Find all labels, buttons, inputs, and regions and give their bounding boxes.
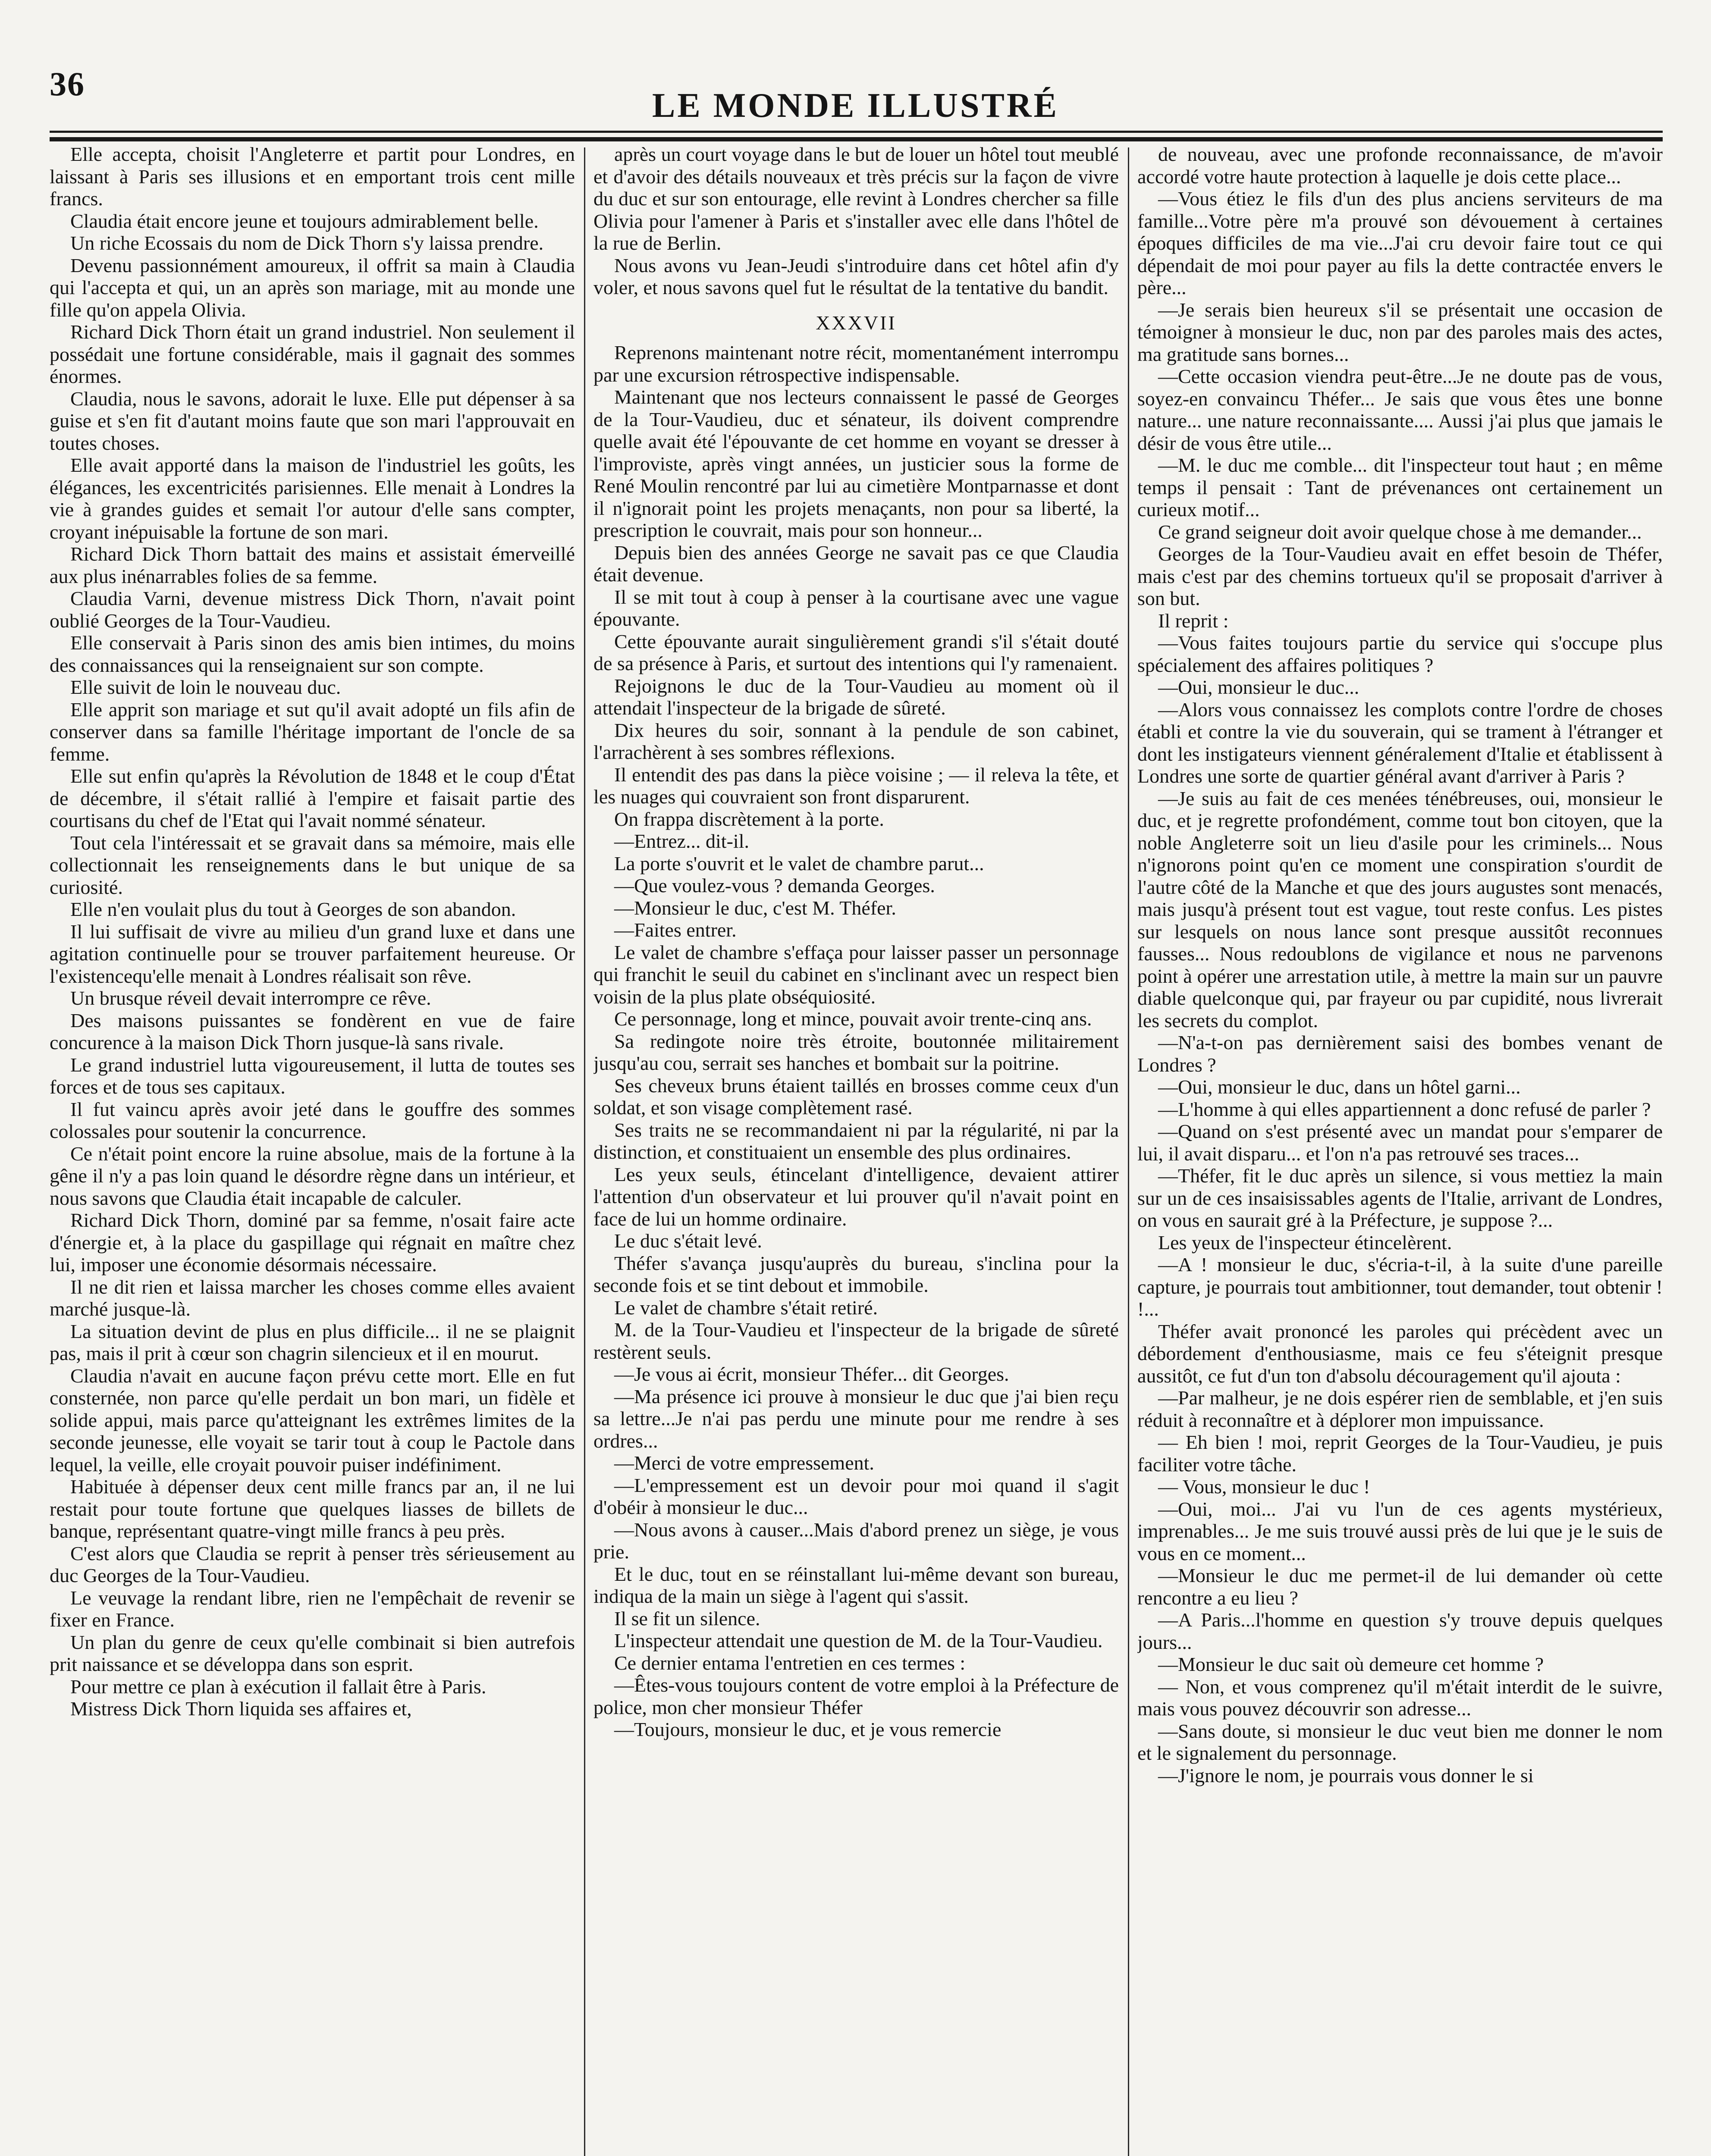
column-divider <box>1128 147 1129 2156</box>
paragraph: —Toujours, monsieur le duc, et je vous remercie <box>614 1718 1001 1740</box>
paragraph: Claudia était encore jeune et toujours admirablement belle. <box>70 210 539 232</box>
paragraph: Claudia, nous le savons, adorait le luxe. Elle put dépenser à sa guise et s'en fit d'autant moins faute que son mari l'approuvait en toutes choses. <box>50 387 575 454</box>
paragraph: —A Paris...l'homme en question s'y trouve depuis quelques jours... <box>1137 1609 1663 1653</box>
paragraph: — Eh bien ! moi, reprit Georges de la Tour-Vaudieu, je puis faciliter votre tâche. <box>1137 1431 1663 1476</box>
paragraph: Un riche Ecossais du nom de Dick Thorn s'y laissa prendre. <box>70 232 544 254</box>
paragraph: Ce grand seigneur doit avoir quelque chose à me demander... <box>1158 520 1642 543</box>
paragraph: —Merci de votre empressement. <box>614 1452 874 1474</box>
paragraph: La situation devint de plus en plus difficile... il ne se plaignit pas, mais il prit à cœur son chagrin silencieux et il en mourut. <box>50 1320 575 1364</box>
paragraph: Il lui suffisait de vivre au milieu d'un grand luxe et dans une agitation continuelle pour se trouver parfaitement heureuse. Or l'existencequ'elle menait à Londres réalisait son rêve. <box>50 920 575 987</box>
paragraph: de nouveau, avec une profonde reconnaissance, de m'avoir accordé votre haute protection à laquelle je dois cette place... <box>1137 143 1663 188</box>
paragraph: après un court voyage dans le but de louer un hôtel tout meublé et d'avoir des détails nouveaux et très précis sur la façon de vivre du duc et sur son entourage, elle revint à Londres chercher sa fille Olivia pour l'amener à Paris et s'installer avec elle dans l'hôtel de la rue de Berlin. <box>593 143 1119 254</box>
section-heading: XXXVII <box>816 311 897 334</box>
page-header <box>0 0 1711 142</box>
paragraph: Richard Dick Thorn, dominé par sa femme, n'osait faire acte d'énergie et, à la place du gaspillage qui régnait en maître chez lui, imposer une économie désormais nécessaire. <box>50 1209 575 1275</box>
paragraph: —Je serais bien heureux s'il se présentait une occasion de témoigner à monsieur le duc, non par des paroles mais des actes, ma gratitude sans bornes... <box>1137 298 1663 365</box>
paragraph: Dix heures du soir, sonnant à la pendule de son cabinet, l'arrachèrent à ses sombres réflexions. <box>593 719 1119 763</box>
paragraph: L'inspecteur attendait une question de M. de la Tour-Vaudieu. <box>614 1630 1103 1651</box>
header-rule-thin <box>50 131 1663 133</box>
paragraph: Reprenons maintenant notre récit, momentanément interrompu par une excursion rétrospective indispensable. <box>593 342 1119 386</box>
paragraph: —Oui, moi... J'ai vu l'un de ces agents mystérieux, imprenables... Je me suis trouvé aussi près de lui que je le suis de vous en ce moment... <box>1137 1498 1663 1564</box>
paragraph: — Non, et vous comprenez qu'il m'était interdit de le suivre, mais vous pouvez découvrir son adresse... <box>1137 1675 1663 1720</box>
paragraph: —J'ignore le nom, je pourrais vous donner le si <box>1158 1764 1534 1786</box>
paragraph: Ses cheveux bruns étaient taillés en brosses comme ceux d'un soldat, et son visage complètement rasé. <box>593 1074 1119 1119</box>
paragraph: —Sans doute, si monsieur le duc veut bien me donner le nom et le signalement du personnage. <box>1137 1720 1663 1764</box>
paragraph: Il ne dit rien et laissa marcher les choses comme elles avaient marché jusque-là. <box>50 1275 575 1320</box>
paragraph: Georges de la Tour-Vaudieu avait en effet besoin de Théfer, mais c'est par des chemins tortueux qu'il se proposait d'arriver à son but. <box>1137 543 1663 609</box>
column-divider <box>584 147 585 2156</box>
paragraph: —Vous faites toujours partie du service qui s'occupe plus spécialement des affaires politiques ? <box>1137 632 1663 676</box>
paragraph: Rejoignons le duc de la Tour-Vaudieu au moment où il attendait l'inspecteur de la brigade de sûreté. <box>593 674 1119 719</box>
paragraph: —Je vous ai écrit, monsieur Théfer... dit Georges. <box>614 1363 1009 1385</box>
paragraph: Maintenant que nos lecteurs connaissent le passé de Georges de la Tour-Vaudieu, duc et sénateur, ils doivent comprendre quelle avait été l'épouvante de cet homme en voyant se dresser à l'improviste, après vingt années, un justicier sous la forme de René Moulin rencontré par lui au cimetière Montparnasse et dont il n'ignorait point les projets menaçants, non pour sa liberté, la prescription le couvrait, mais pour son honneur... <box>593 386 1119 541</box>
paragraph: Ses traits ne se recommandaient ni par la régularité, ni par la distinction, et constituaient un ensemble des plus ordinaires. <box>593 1119 1119 1163</box>
paragraph: C'est alors que Claudia se reprit à penser très sérieusement au duc Georges de la Tour-Vaudieu. <box>50 1542 575 1586</box>
paragraph: —N'a-t-on pas dernièrement saisi des bombes venant de Londres ? <box>1137 1031 1663 1076</box>
paragraph: Elle conservait à Paris sinon des amis bien intimes, du moins des connaissances qui la renseignaient sur son compte. <box>50 632 575 676</box>
paragraph: Depuis bien des années George ne savait pas ce que Claudia était devenue. <box>593 541 1119 586</box>
paragraph: —L'empressement est un devoir pour moi quand il s'agit d'obéir à monsieur le duc... <box>593 1474 1119 1518</box>
paragraph: Elle n'en voulait plus du tout à Georges de son abandon. <box>70 898 516 920</box>
paragraph: —Monsieur le duc sait où demeure cet homme ? <box>1158 1653 1544 1675</box>
paragraph: Le veuvage la rendant libre, rien ne l'empêchait de revenir se fixer en France. <box>50 1586 575 1631</box>
paragraph: Il entendit des pas dans la pièce voisine ; — il releva la tête, et les nuages qui couvraient son front disparurent. <box>593 763 1119 808</box>
paragraph: —Vous étiez le fils d'un des plus anciens serviteurs de ma famille...Votre père m'a prouvé son dévouement à certaines époques difficiles de ma vie...J'ai cru devoir faire tout ce qui dépendait de moi pour payer au fils la dette contractée envers le père... <box>1137 188 1663 298</box>
paragraph: —Nous avons à causer...Mais d'abord prenez un siège, je vous prie. <box>593 1518 1119 1563</box>
paragraph: Claudia n'avait en aucune façon prévu cette mort. Elle en fut consternée, non parce qu'elle perdait un bon mari, un fidèle et solide appui, mais parce qu'atteignant les extrêmes limites de la seconde jeunesse, elle voyait se tarir tout à coup le Pactole dans lequel, la veille, elle croyait pouvoir puiser indéfiniment. <box>50 1364 575 1476</box>
text-column-3 <box>1137 143 1663 2156</box>
paragraph: Devenu passionnément amoureux, il offrit sa main à Claudia qui l'accepta et qui, un an après son mariage, mit au monde une fille qu'on appela Olivia. <box>50 254 575 321</box>
paragraph: Il se fit un silence. <box>614 1607 760 1630</box>
paragraph: Le grand industriel lutta vigoureusement, il lutta de toutes ses forces et de tous ses capitaux. <box>50 1053 575 1098</box>
paragraph: La porte s'ouvrit et le valet de chambre parut... <box>614 852 984 874</box>
paragraph: Tout cela l'intéressait et se gravait dans sa mémoire, mais elle collectionnait les renseignements dans le but unique de sa curiosité. <box>50 831 575 898</box>
paragraph: —Cette occasion viendra peut-être...Je ne doute pas de vous, soyez-en convaincu Théfer... Je sais que vous êtes une bonne nature... une nature reconnaissante.... Aussi j'ai plus que jamais le désir de vous être utile... <box>1137 365 1663 454</box>
page-number: 36 <box>50 65 85 103</box>
paragraph: Ce personnage, long et mince, pouvait avoir trente-cinq ans. <box>614 1008 1092 1030</box>
paragraph: Elle accepta, choisit l'Angleterre et partit pour Londres, en laissant à Paris ses illusions et en emportant trois cent mille francs. <box>50 143 575 210</box>
paragraph: —Faites entrer. <box>614 919 737 941</box>
paragraph: Théfer avait prononcé les paroles qui précèdent avec un débordement d'enthousiasme, mais ce feu s'éteignit presque aussitôt, ce fut d'un ton d'absolu découragement qu'il ajouta : <box>1137 1320 1663 1387</box>
paragraph: Et le duc, tout en se réinstallant lui-même devant son bureau, indiqua de la main un siège à l'agent qui s'assit. <box>593 1563 1119 1607</box>
paragraph: —Quand on s'est présenté avec un mandat pour s'emparer de lui, il avait disparu... et l'on n'a pas retrouvé ses traces... <box>1137 1120 1663 1165</box>
paragraph: —Que voulez-vous ? demanda Georges. <box>614 874 935 896</box>
paragraph: Le duc s'était levé. <box>614 1230 762 1252</box>
paragraph: Nous avons vu Jean-Jeudi s'introduire dans cet hôtel afin d'y voler, et nous savons quel fut le résultat de la tentative du bandit. <box>593 254 1119 298</box>
paragraph: Ce dernier entama l'entretien en ces termes : <box>614 1651 966 1674</box>
paragraph: Il se mit tout à coup à penser à la courtisane avec une vague épouvante. <box>593 586 1119 630</box>
article-columns <box>50 143 1663 2156</box>
paragraph: —Je suis au fait de ces menées ténébreuses, oui, monsieur le duc, et je regrette profondément, comme tout bon citoyen, que la noble Angleterre soit un lieu d'asile pour les criminels... Nous n'ignorons point qu'en ce moment une conspiration s'ourdit de l'autre côté de la Manche et que des jours augustes sont menacés, mais jusqu'à présent tout est vague, tout reste confus. Les pistes sur lesquels on nous lance sont presque aussitôt reconnues fausses... Nous redoublons de vigilance et nous ne parvenons point à opérer une arrestation utile, à mettre la main sur un pauvre diable quelconque qui, par frayeur ou par cupidité, nous livrerait les secrets du complot. <box>1137 787 1663 1031</box>
paragraph: Richard Dick Thorn battait des mains et assistait émerveillé aux plus inénarrables folies de sa femme. <box>50 543 575 587</box>
paragraph: Pour mettre ce plan à exécution il fallait être à Paris. <box>70 1675 487 1698</box>
paragraph: Des maisons puissantes se fondèrent en vue de faire concurence à la maison Dick Thorn jusque-là sans rivale. <box>50 1009 575 1053</box>
paragraph: Elle suivit de loin le nouveau duc. <box>70 676 341 698</box>
paragraph: —M. le duc me comble... dit l'inspecteur tout haut ; en même temps il pensait : Tant de prévenances ont certainement un curieux motif... <box>1137 454 1663 520</box>
paragraph: —Théfer, fit le duc après un silence, si vous mettiez la main sur un de ces insaisissables agents de l'Italie, arrivant de Londres, on vous en saurait gré à la Préfecture, je suppose ?... <box>1137 1165 1663 1231</box>
paragraph: Sa redingote noire très étroite, boutonnée militairement jusqu'au cou, serrait ses hanches et bombait sur la poitrine. <box>593 1030 1119 1074</box>
journal-title: LE MONDE ILLUSTRÉ <box>652 87 1059 125</box>
paragraph: Un brusque réveil devait interrompre ce rêve. <box>70 987 431 1009</box>
paragraph: Elle avait apporté dans la maison de l'industriel les goûts, les élégances, les excentricités parisiennes. Elle menait à Londres la vie à grandes guides et semait l'or autour d'elle sans compter, croyant inépuisable la fortune de son mari. <box>50 454 575 543</box>
paragraph: —Monsieur le duc me permet-il de lui demander où cette rencontre a eu lieu ? <box>1137 1564 1663 1609</box>
paragraph: Les yeux de l'inspecteur étincelèrent. <box>1158 1231 1452 1253</box>
paragraph: Elle apprit son mariage et sut qu'il avait adopté un fils afin de conserver dans sa famille l'héritage important de l'oncle de sa femme. <box>50 698 575 765</box>
paragraph: On frappa discrètement à la porte. <box>614 808 884 830</box>
paragraph: Il fut vaincu après avoir jeté dans le gouffre des sommes colossales pour soutenir la concurrence. <box>50 1098 575 1142</box>
paragraph: Cette épouvante aurait singulièrement grandi s'il s'était douté de sa présence à Paris, et surtout des intentions qui l'y ramenaient. <box>593 630 1119 674</box>
paragraph: Mistress Dick Thorn liquida ses affaires et, <box>70 1698 412 1720</box>
paragraph: Elle sut enfin qu'après la Révolution de 1848 et le coup d'État de décembre, il s'était rallié à l'empire et faisait partie des courtisans du chef de l'Etat qui l'avait nommé sénateur. <box>50 765 575 831</box>
paragraph: M. de la Tour-Vaudieu et l'inspecteur de la brigade de sûreté restèrent seuls. <box>593 1319 1119 1363</box>
paragraph: Théfer s'avança jusqu'auprès du bureau, s'inclina pour la seconde fois et se tint debout et immobile. <box>593 1252 1119 1296</box>
paragraph: Habituée à dépenser deux cent mille francs par an, il ne lui restait pour toute fortune que quelques liasses de billets de banque, représentant quatre-vingt mille francs à peu près. <box>50 1476 575 1542</box>
paragraph: —Par malheur, je ne dois espérer rien de semblable, et j'en suis réduit à reconnaître et à déplorer mon impuissance. <box>1137 1387 1663 1431</box>
text-column-1 <box>50 143 575 2156</box>
header-rule-thick <box>50 137 1663 141</box>
paragraph: —Êtes-vous toujours content de votre emploi à la Préfecture de police, mon cher monsieur Théfer <box>593 1674 1119 1718</box>
paragraph: Un plan du genre de ceux qu'elle combinait si bien autrefois prit naissance et se développa dans son esprit. <box>50 1631 575 1675</box>
paragraph: —Oui, monsieur le duc... <box>1158 676 1359 698</box>
paragraph: —Alors vous connaissez les complots contre l'ordre de choses établi et contre la vie du souverain, qui se trament à l'étranger et dont les instigateurs viennent généralement d'Italie et établissent à Londres une sorte de quartier général avant d'arriver à Paris ? <box>1137 698 1663 787</box>
paragraph: —Monsieur le duc, c'est M. Théfer. <box>614 896 896 919</box>
paragraph: Claudia Varni, devenue mistress Dick Thorn, n'avait point oublié Georges de la Tour-Vaudieu. <box>50 587 575 632</box>
paragraph: Le valet de chambre s'était retiré. <box>614 1296 878 1319</box>
paragraph: —Oui, monsieur le duc, dans un hôtel garni... <box>1158 1076 1521 1098</box>
paragraph: Les yeux seuls, étincelant d'intelligence, devaient attirer l'attention d'un observateur et lui prouver qu'il n'avait point en face de lui un homme ordinaire. <box>593 1163 1119 1230</box>
paragraph: Ce n'était point encore la ruine absolue, mais de la fortune à la gêne il n'y a pas loin quand le désordre règne dans un intérieur, et nous savons que Claudia était incapable de calculer. <box>50 1142 575 1209</box>
paragraph: —L'homme à qui elles appartiennent a donc refusé de parler ? <box>1158 1098 1651 1120</box>
paragraph: Le valet de chambre s'effaça pour laisser passer un personnage qui franchit le seuil du cabinet en s'inclinant avec un respect bien voisin de la plus plate obséquiosité. <box>593 941 1119 1008</box>
paragraph: —Entrez... dit-il. <box>614 830 749 852</box>
paragraph: — Vous, monsieur le duc ! <box>1158 1476 1370 1498</box>
paragraph: Il reprit : <box>1158 609 1229 632</box>
paragraph: Richard Dick Thorn était un grand industriel. Non seulement il possédait une fortune considérable, mais il gagnait des sommes énormes. <box>50 321 575 387</box>
paragraph: —Ma présence ici prouve à monsieur le duc que j'ai bien reçu sa lettre...Je n'ai pas perdu une minute pour me rendre à ses ordres... <box>593 1385 1119 1452</box>
text-column-2 <box>593 143 1119 2156</box>
paragraph: —A ! monsieur le duc, s'écria-t-il, à la suite d'une pareille capture, je pourrais tout ambitionner, tout demander, tout obtenir ! !... <box>1137 1253 1663 1320</box>
